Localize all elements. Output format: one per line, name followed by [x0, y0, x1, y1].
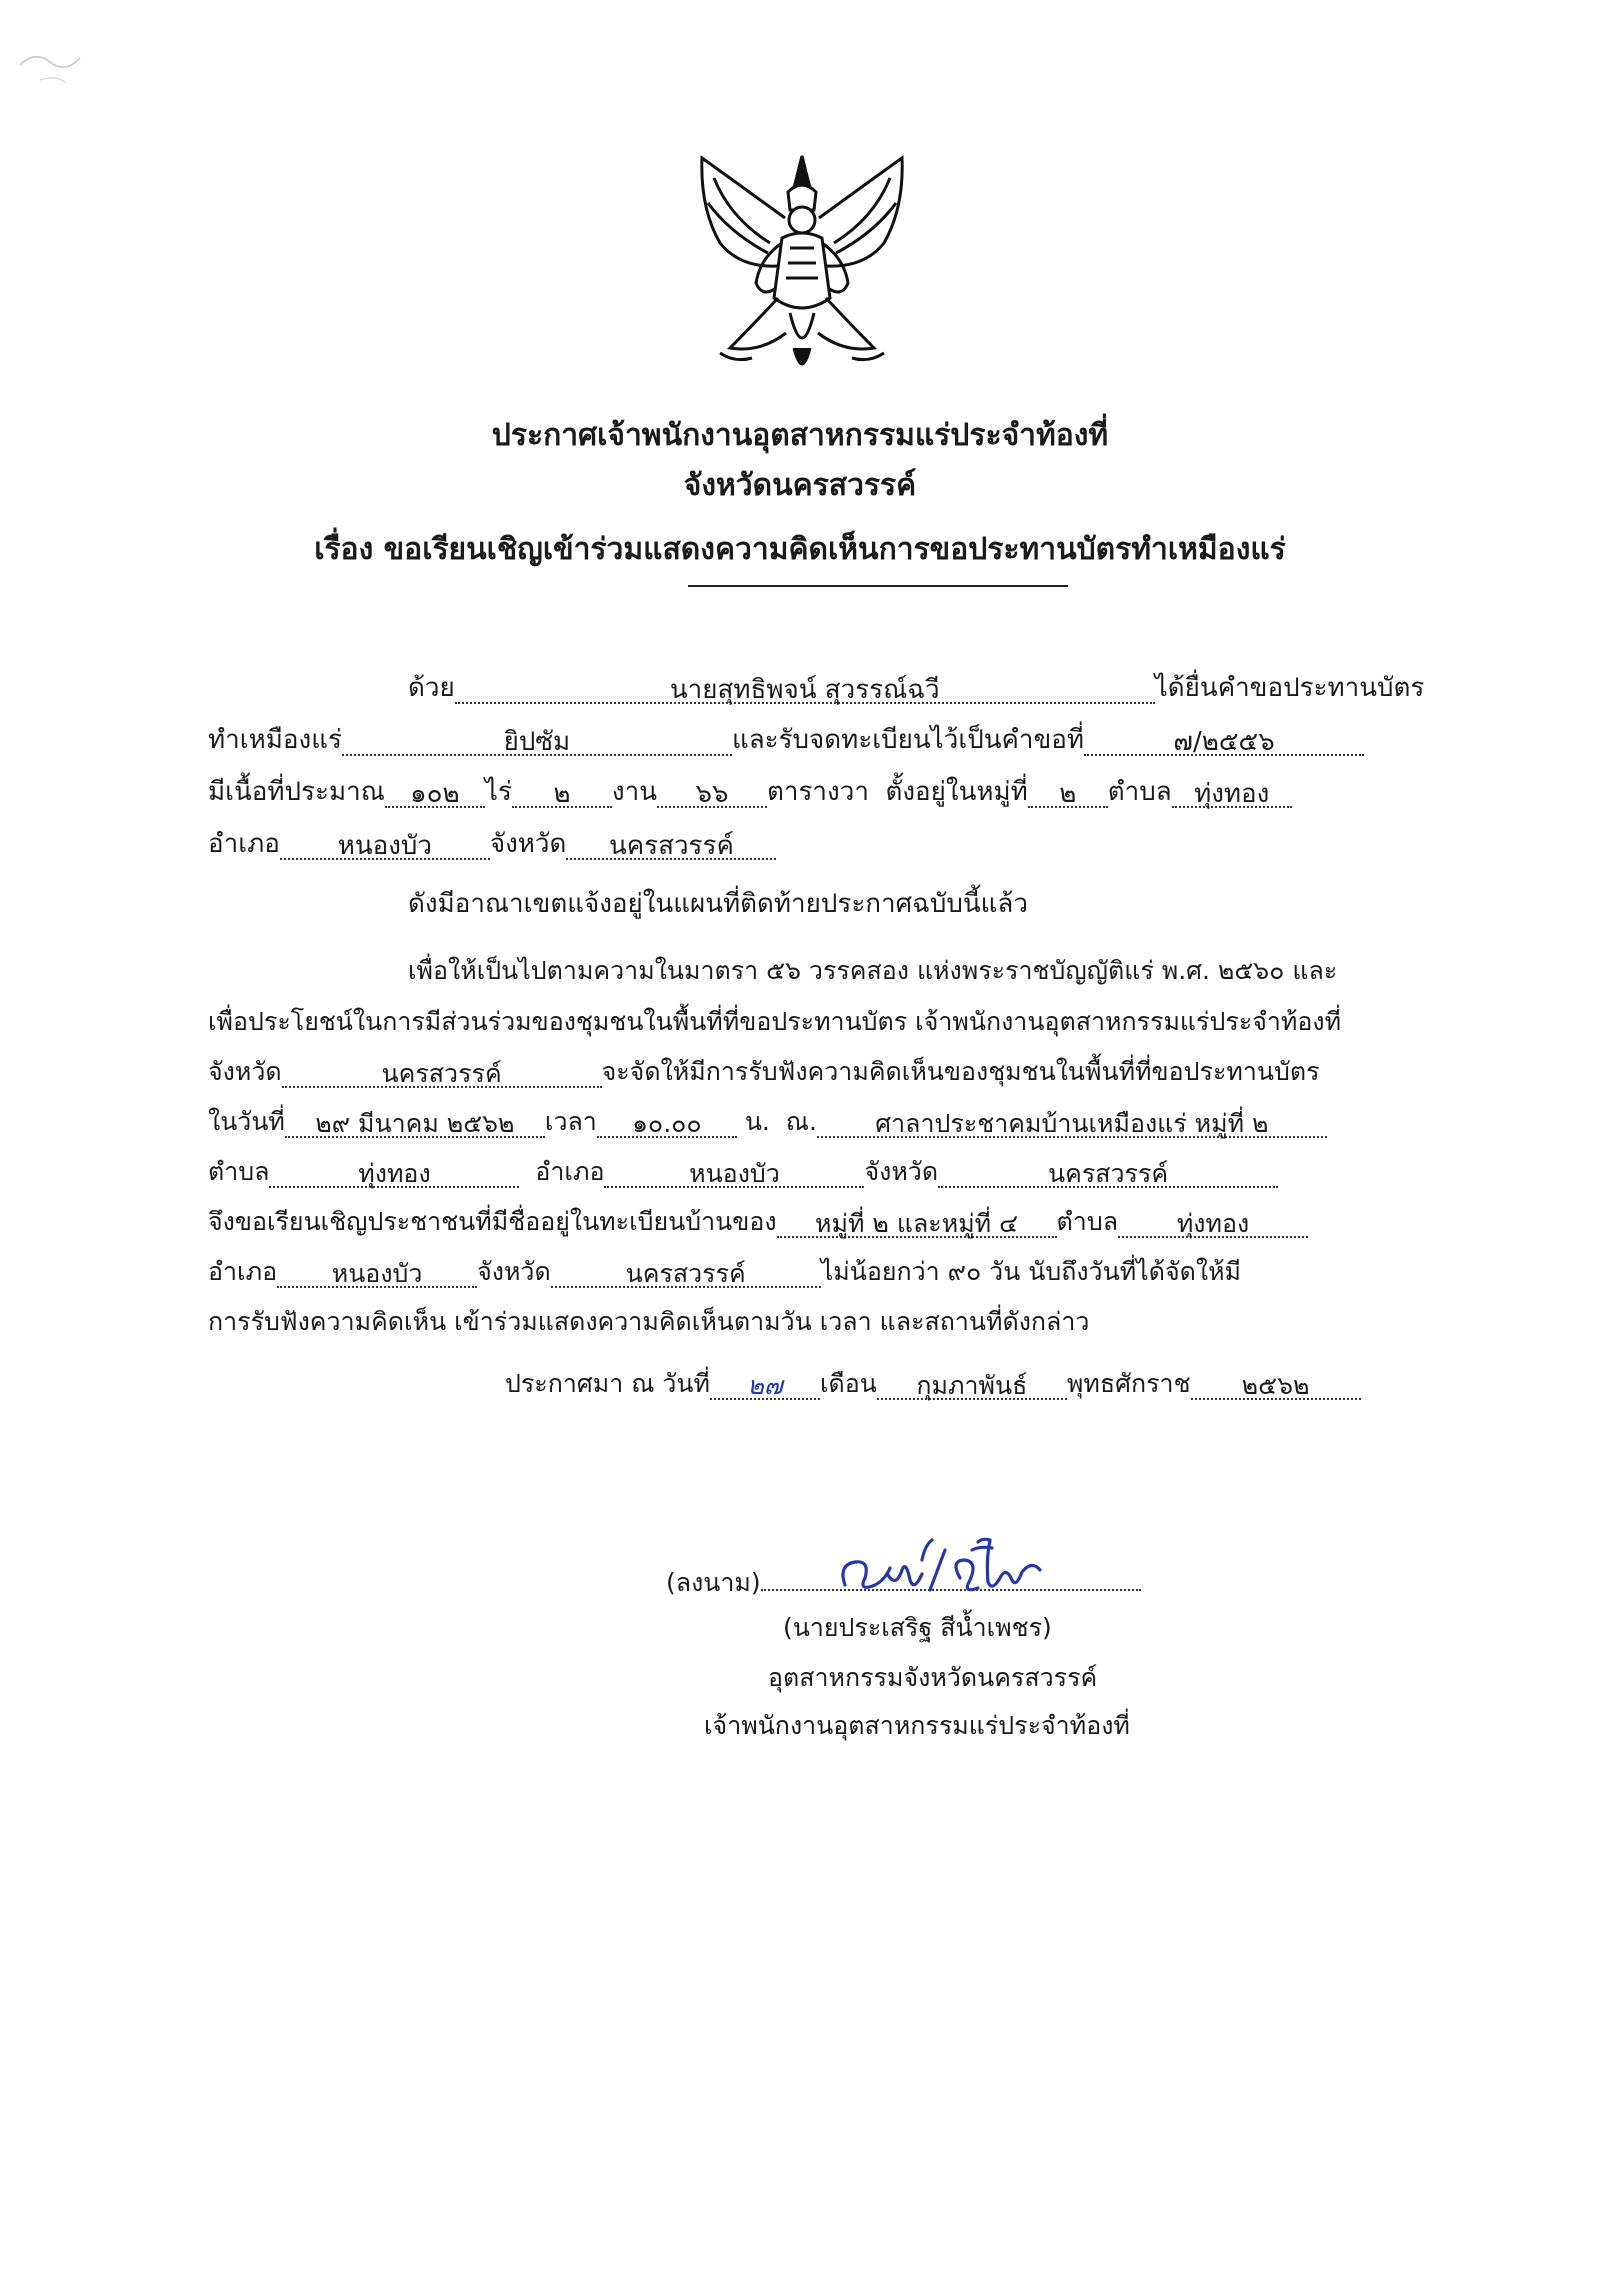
label: ประกาศมา ณ วันที่ — [505, 1369, 710, 1398]
label: ทำเหมืองแร่ — [208, 725, 342, 755]
sqwa-field: ๖๖ — [657, 774, 767, 808]
label: จังหวัด — [864, 1157, 939, 1186]
label: จึงขอเรียนเชิญประชาชนที่มีชื่ออยู่ในทะเบียนบ้านของ — [208, 1207, 777, 1236]
para1-line2 — [208, 722, 1364, 758]
para3-line6 — [208, 1204, 1308, 1240]
announce-date-line — [505, 1366, 1361, 1402]
label: ตั้งอยู่ในหมู่ที่ — [885, 777, 1028, 807]
label: อำเภอ — [535, 1157, 605, 1186]
scan-mark — [10, 20, 110, 100]
para1-line1 — [408, 670, 1424, 706]
label: และรับจดทะเบียนไว้เป็นคำขอที่ — [731, 725, 1085, 755]
label: พุทธศักราช — [1066, 1369, 1191, 1398]
sign-label: (ลงนาม) — [666, 1568, 761, 1597]
amphoe-field: หนองบัว — [604, 1154, 864, 1188]
ngan-field: ๒ — [512, 774, 612, 808]
para1-line3 — [208, 774, 1292, 810]
para3-line8: การรับฟังความคิดเห็น เข้าร่วมแสดงความคิดเห็นตามวัน เวลา และสถานที่ดังกล่าว — [208, 1307, 1090, 1336]
time-field: ๑๐.๐๐ — [597, 1104, 737, 1138]
day-field: ๒๗ — [710, 1366, 820, 1400]
handwritten-signature — [660, 1530, 1160, 1610]
month-field: กุมภาพันธ์ — [877, 1366, 1067, 1400]
province-field: นครสวรรค์ — [938, 1154, 1278, 1188]
para3-line2: เพื่อประโยชน์ในการมีส่วนร่วมของชุมชนในพื้นที่ที่ขอประทานบัตร เจ้าพนักงานอุตสาหกรรมแร่ประจำท้องที่ — [208, 1007, 1342, 1036]
para1-line4 — [208, 826, 776, 862]
label: มีเนื้อที่ประมาณ — [208, 777, 385, 807]
para3-line1: เพื่อให้เป็นไปตามความในมาตรา ๕๖ วรรคสอง แห่งพระราชบัญญัติแร่ พ.ศ. ๒๕๖๐ และ — [408, 956, 1338, 985]
para3-line3 — [208, 1054, 1320, 1090]
label: จะจัดให้มีการรับฟังความคิดเห็นของชุมชนในพื้นที่ที่ขอประทานบัตร — [601, 1057, 1320, 1086]
province-field: นครสวรรค์ — [282, 1054, 602, 1088]
label: ได้ยื่นคำขอประทานบัตร — [1154, 673, 1425, 703]
label: เวลา — [544, 1107, 597, 1136]
amphoe-field: หนองบัว — [280, 826, 490, 860]
title-underline — [688, 585, 1068, 587]
moo-field: ๒ — [1028, 774, 1108, 808]
year-field: ๒๕๖๒ — [1191, 1366, 1361, 1400]
mineral-field: ยิปซัม — [342, 722, 732, 756]
signatory-position-2: เจ้าพนักงานอุตสาหกรรมแร่ประจำท้องที่ — [704, 1711, 1130, 1740]
tambon-field: ทุ่งทอง — [1118, 1204, 1308, 1238]
label: งาน — [611, 777, 657, 807]
amphoe-field: หนองบัว — [277, 1254, 477, 1288]
para3-line7 — [208, 1254, 1241, 1290]
label: ในวันที่ — [208, 1107, 285, 1136]
label: ตำบล — [1056, 1207, 1119, 1236]
para3-line4 — [208, 1104, 1327, 1140]
date-field: ๒๙ มีนาคม ๒๕๖๒ — [285, 1104, 545, 1138]
province-field: นครสวรรค์ — [551, 1254, 821, 1288]
signatory-position-1: อุตสาหกรรมจังหวัดนครสวรรค์ — [768, 1663, 1098, 1692]
para3-line5 — [208, 1154, 1278, 1190]
label: ด้วย — [408, 673, 455, 703]
signatory-name: (นายประเสริฐ สีน้ำเพชร) — [783, 1613, 1052, 1642]
label: ไร่ — [484, 777, 512, 807]
villages-field: หมู่ที่ ๒ และหมู่ที่ ๔ — [777, 1204, 1057, 1238]
label: จังหวัด — [208, 1057, 282, 1086]
venue-field: ศาลาประชาคมบ้านเหมืองแร่ หมู่ที่ ๒ — [817, 1104, 1327, 1138]
label: ตำบล — [1107, 777, 1172, 807]
label: ตารางวา — [766, 777, 869, 807]
garuda-emblem-icon — [690, 148, 915, 386]
rai-field: ๑๐๒ — [385, 774, 485, 808]
label: จังหวัด — [489, 829, 567, 859]
label: จังหวัด — [477, 1257, 551, 1286]
label: เดือน — [819, 1369, 877, 1398]
label: อำเภอ — [208, 829, 280, 859]
label: น. — [744, 1107, 770, 1136]
notice-province: จังหวัดนครสวรรค์ — [683, 468, 917, 503]
notice-subject: เรื่อง ขอเรียนเชิญเข้าร่วมแสดงความคิดเห็นการขอประทานบัตรทำเหมืองแร่ — [314, 532, 1286, 567]
label: ตำบล — [208, 1157, 270, 1186]
label: ไม่น้อยกว่า ๙๐ วัน นับถึงวันที่ได้จัดให้มี — [820, 1257, 1242, 1286]
label: อำเภอ — [208, 1257, 278, 1286]
label: ณ. — [785, 1107, 817, 1136]
tambon-field: ทุ่งทอง — [1172, 774, 1292, 808]
notice-title: ประกาศเจ้าพนักงานอุตสาหกรรมแร่ประจำท้องที่ — [491, 418, 1109, 453]
request-number-field: ๗/๒๕๕๖ — [1084, 722, 1364, 756]
tambon-field: ทุ่งทอง — [269, 1154, 519, 1188]
province-field: นครสวรรค์ — [566, 826, 776, 860]
applicant-field: นายสุทธิพจน์ สุวรรณ์ฉวี — [455, 670, 1155, 704]
para2: ดังมีอาณาเขตแจ้งอยู่ในแผนที่ติดท้ายประกาศฉบับนี้แล้ว — [408, 889, 1028, 919]
